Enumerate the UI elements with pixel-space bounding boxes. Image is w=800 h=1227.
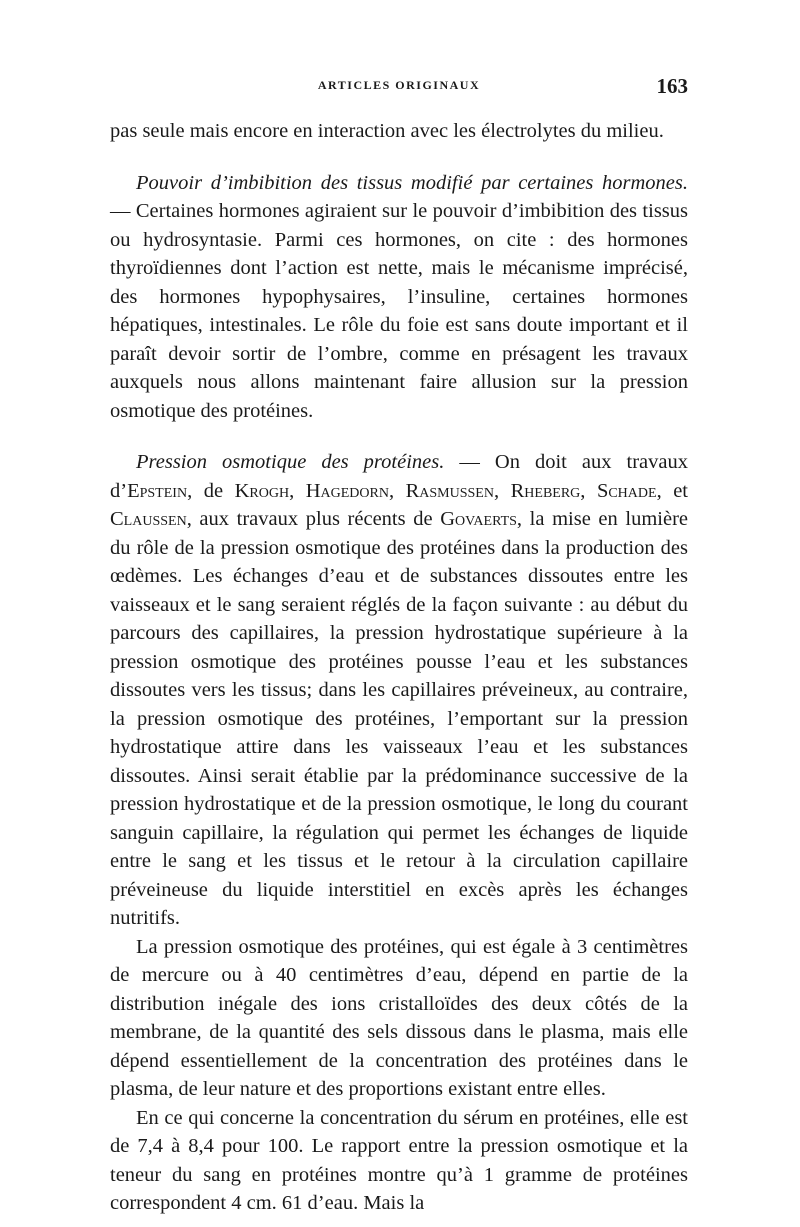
paragraph-text: En ce qui concerne la concentration du sérum en protéines, elle est de 7,4 à 8,4 pour 100. Le rapport entre la pression osmotique et la teneur du sang en protéines montre qu’à 1 gramme de protéines correspondent 4 cm. 61 d’eau. Mais la [110,1106,688,1214]
paragraph-imbibition [110,169,688,426]
article-body [110,117,688,1218]
author-name: Krogh [234,479,290,502]
paragraph-continuation [110,117,688,146]
author-name: Rheberg [510,479,581,502]
paragraph-text: , aux travaux plus récents de [186,508,441,530]
section-heading-imbibition: Pouvoir d’imbibition des tissus modifié par certaines hormones. [136,171,688,194]
running-title: ARTICLES ORIGINAUX [317,78,481,92]
paragraph-text: La pression osmotique des protéines, qui est égale à 3 centimètres de mercure ou à 40 centimètres d’eau, dépend en partie de la distribution inégale des ions cristalloïdes des deux côtés de la membrane, de la quantité des sels dissous dans le plasma, mais elle dépend essentiellement de la concentration des protéines dans le plasma, de leur nature et des proportions existant entre elles. [110,935,688,1100]
paragraph-text: — On doit aux travaux d’ [110,451,689,502]
paragraph-text: , de [187,479,235,502]
paragraph-osmotic-dependence [110,933,688,1104]
paragraph-text: , [388,479,406,502]
author-name: Hagedorn [305,479,389,502]
running-header [110,74,688,102]
author-name: Epstein [127,479,188,502]
paragraph-text: , [289,479,306,502]
paragraph-text: pas seule mais encore en interaction avec les électrolytes du milieu. [110,120,664,142]
paragraph-text: — Certaines hormones agiraient sur le pouvoir d’imbibition des tissus ou hydrosyntasie. Parmi ces hormones, on cite : des hormones thyroïdiennes dont l’action est nette, mais le mécanisme imprécisé, des hormones hypophysaires, l’insuline, certaines hormones hépatiques, intestinales. Le rôle du foie est sans doute important et il paraît devoir sortir de l’ombre, comme en présagent les travaux auxquels nous allons maintenant faire allusion sur la pression osmotique des protéines. [110,200,688,422]
section-heading-osmotic-pressure: Pression osmotique des protéines. [136,451,445,473]
paragraph-text: , la mise en lumière du rôle de la pression osmotique des protéines dans la production des œdèmes. Les échanges d’eau et de substances dissoutes entre les vaisseaux et le sang seraient réglés de la façon suivante : au début du parcours des capillaires, la pression hydrostatique supérieure à la pression osmotique des protéines pousse l’eau et les substances dissoutes vers les tissus; dans les capillaires préveineux, au contraire, la pression osmotique des protéines, l’emportant sur la pression hydrostatique attire dans les vaisseaux l’eau et les substances dissoutes. Ainsi serait établie par la prédominance successive de la pression hydrostatique et de la pression osmotique, le long du courant sanguin capillaire, la régulation qui permet les échanges de liquide entre le sang et les tissus et le retour à la circulation capillaire préveineuse du liquide interstitiel en excès après les échanges nutritifs. [110,508,688,929]
page-number: 163 [656,74,688,98]
author-name: Schade [596,479,657,502]
paragraph-serum-concentration [110,1104,688,1218]
paragraph-text: , et [656,479,688,502]
author-name: Govaerts [440,508,517,530]
author-name: Claussen [110,508,187,530]
paragraph-osmotic-pressure [110,448,688,933]
paragraph-text: , [580,479,597,502]
author-name: Rasmussen [405,479,494,502]
paragraph-text: , [493,479,511,502]
